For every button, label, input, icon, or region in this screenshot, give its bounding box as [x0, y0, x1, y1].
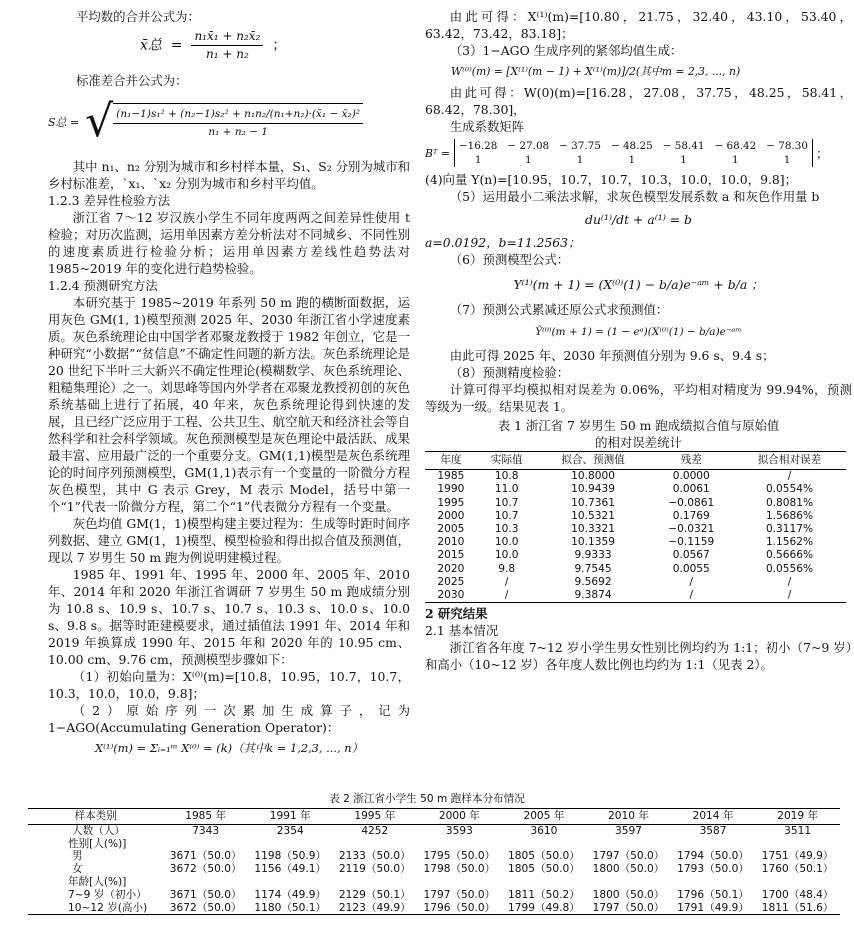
table-row [425, 523, 846, 536]
table-1-header-cell: 拟合、预测值 [537, 452, 650, 470]
section-1-2-4-para-3: 1985 年、1991 年、1995 年、2000 年、2005 年、2010 年、2014 年和 2020 年浙江省调研 7 岁男生 50 m 跑成绩分别为 10.8 s、10.9 s、10.7 s、10.7 s、10.3 s、10.0 s、10.0 s、9.8 s。据等时距建模要求，通过插值法 1991 年、2014 年和 2019 年换算成 1990 年、2015 年和 2020 年的 10.95 cm、10.00 cm、9.76 cm，预测模型步骤如下： [48, 567, 410, 667]
table-2-cell: 2123（49.9） [333, 902, 418, 915]
step-6-prediction-model: （6）预测模型公式： [449, 252, 570, 267]
table-1-cell: / [733, 589, 846, 603]
table-row [28, 902, 840, 915]
table-2-cell: 1805（50.0） [508, 863, 580, 876]
table-2-cell: 1800（50.0） [592, 863, 665, 876]
table-row [425, 536, 846, 549]
bt-matrix-cell: − 78.30 [766, 140, 808, 152]
bt-matrix-cell: − 68.42 [714, 140, 757, 152]
table-1-cell: 0.3117% [765, 523, 814, 536]
accuracy-result: 计算可得平均模拟相对误差为 0.06%，平均相对精度为 99.94%，预测等级为一级。结果见表 1。 [425, 382, 852, 414]
table-2-cell [333, 876, 418, 889]
table-2-cell: 1700（48.4） [761, 888, 834, 901]
parameters-a-b: a=0.0192，b=11.2563； [425, 235, 581, 250]
w-result: 由此可得：W(0)(m)=[16.28，27.08，37.75，48.25，58.41，68.42，78.30]， [425, 85, 852, 117]
table-row [28, 876, 840, 889]
mean-formula-denominator: n₁ + n₂ [206, 47, 249, 61]
table-2-header-cell: 1991 年 [248, 809, 333, 825]
table-1-cell: 2000 [437, 509, 465, 522]
bt-matrix-cell: 1 [474, 154, 482, 166]
sd-formula-lhs: S总 = [48, 115, 80, 129]
table-1-cell: 11.0 [494, 483, 519, 496]
table-1-cell: 10.3 [494, 523, 519, 536]
table-1-cell: 2025 [437, 575, 465, 588]
table-row [28, 863, 840, 876]
table-2-cell: 3593 [445, 824, 473, 837]
table-1-cell: 2020 [437, 562, 465, 575]
section-1-2-3-heading: 1.2.3 差异性检验方法 [48, 193, 171, 208]
table-1-cell: 10.5321 [571, 509, 615, 522]
table-2-cell: 1797（50.0） [592, 850, 665, 863]
table-2-header-cell: 2014 年 [671, 809, 756, 825]
table-2-cell: 7343 [192, 824, 220, 837]
table-row [425, 510, 846, 523]
section-2-heading: 2 研究结果 [425, 606, 488, 622]
table-1-header-cell: 年度 [425, 452, 477, 470]
table-1-cell: 10.8000 [571, 470, 615, 483]
section-1-2-4-heading: 1.2.4 预测研究方法 [48, 278, 158, 293]
table-1-header-cell: 拟合相对误差 [733, 452, 846, 470]
table-2-cell: 1174（49.9） [254, 888, 327, 901]
table-1-cell: / [477, 589, 537, 603]
table-2-cell [671, 838, 756, 851]
table-1-cell: 0.0554% [765, 483, 814, 496]
table-1-cell: / [787, 575, 792, 588]
table-1-cell: 0.0567 [672, 549, 710, 562]
table-1-cell: −0.0321 [668, 523, 715, 536]
table-row [425, 589, 846, 603]
table-2-cell: 1799（49.8） [502, 902, 587, 915]
table-1-cell: 10.7361 [571, 496, 615, 509]
table-2-cell: 1794（50.0） [677, 850, 749, 863]
table-1-cell: / [650, 589, 734, 603]
table-2-cell: 2129（50.1） [338, 888, 411, 901]
table-row [425, 497, 846, 510]
table-2-cell: 1811（50.2） [508, 888, 580, 901]
table-1-cell: 9.3874 [537, 589, 650, 603]
bt-matrix-block: Bᵀ = −16.28 − 27.08 − 37.75 − 48.25 − 58.41 − 68.42 − 78.30 1 1 1 1 1 1 1 ； [425, 140, 829, 166]
table-1-cell: / [504, 575, 509, 588]
table-2-cell: 1798（50.0） [423, 863, 496, 876]
bt-matrix-cell: −16.28 [458, 140, 498, 152]
table-2-cell [248, 876, 333, 889]
table-row [425, 576, 846, 589]
mean-formula: x̄总 = $\frac{\text{n₁x̄₁ + n₂x̄₂}}{\text{n₁ + n₂}}$ ； [140, 29, 287, 61]
prediction-result: 由此可得 2025 年、2030 年预测值分别为 9.6 s、9.4 s； [449, 348, 775, 363]
table-1-cell: 1.1562% [765, 536, 814, 549]
table-1-cell: 1990 [437, 483, 465, 496]
table-2-header-cell: 2005 年 [502, 809, 587, 825]
table-2-cell: 1760（50.1） [761, 863, 834, 876]
table-row [425, 483, 846, 496]
table-2-header-cell: 1995 年 [333, 809, 418, 825]
table-1-cell: 2015 [437, 549, 465, 562]
table-1-cell: 2005 [437, 523, 465, 536]
bt-matrix-cell: − 37.75 [559, 140, 601, 152]
bt-matrix-cell: − 27.08 [507, 140, 550, 152]
table-2-header-cell: 2010 年 [586, 809, 671, 825]
table-2-header-cell: 样本类别 [28, 809, 163, 825]
table-1-cell: 1.5686% [765, 509, 814, 522]
table-1-cell: 9.5692 [574, 575, 612, 588]
table-1-cell: 9.7545 [574, 562, 612, 575]
table-2-cell: 3671（50.0） [169, 850, 242, 863]
table-2-header-cell: 1985 年 [163, 809, 248, 825]
bt-matrix-cell: 1 [680, 154, 687, 166]
table-2-cell [671, 876, 756, 889]
table-2-cell [248, 838, 333, 851]
table-2-cell: 1797（50.0） [423, 888, 496, 901]
table-2-header-cell: 2019 年 [755, 809, 840, 825]
section-1-2-4-para-1: 本研究基于 1985~2019 年系列 50 m 跑的横断面数据，运用灰色 GM(1, 1)模型预测 2025 年、2030 年浙江省小学速度素质。灰色系统理论由中国学者邓聚龙教授于 1982 年创立，它是一种研究“小数据”“贫信息”不确定性问题的新方法。灰色系统理论是 20 世纪下半叶三大新兴不确定性理论(模糊数学、灰色系统理论、粗糙集理论）之一。刘思峰等国内外学者在邓聚龙教授初创的灰色系统基础上进行了拓展，40 年来，灰色系统理论得到快速的发展，且已经广泛应用于工程、公共卫生、航空航天和经济社会等自然科学和社会科学领域。灰色预测模型是灰色理论中最活跃、成果最丰富、应用最广泛的一个重要分支。GM(1,1)模型是灰色系统理论的时间序列预测模型，GM(1,1)表示有一个变量的一阶微分方程灰色模型，其中 G 表示 Grey，M 表示 Model，括号中第一个“1”代表一阶微分方程，第二个“1”代表微分方程有一个变量。 [48, 295, 410, 514]
table-1-cell: 0.8081% [765, 496, 814, 509]
bt-matrix-cell: − 58.41 [662, 140, 705, 152]
table-2-cell: 1751（49.9） [761, 850, 834, 863]
table-1-cell: 10.7 [494, 509, 519, 522]
table-2-cell [755, 838, 840, 851]
step-7-restore-formula: （7）预测公式累减还原公式求预测值： [449, 302, 669, 317]
table-2-cell [502, 876, 587, 889]
table-1-cell: 0.0556% [765, 562, 814, 575]
table-2-cell [163, 876, 248, 889]
bt-matrix-cell: 1 [783, 154, 791, 166]
table-1-cell: 10.8 [494, 470, 519, 483]
table-2-cell: 3671（50.0） [169, 888, 242, 901]
table-1-caption-line-1: 表 1 浙江省 7 岁男生 50 m 跑成绩拟合值与原始值 [497, 418, 780, 433]
table-2-cell: 3672（50.0） [169, 863, 242, 876]
mean-formula-numerator: n₁x̄₁ + n₂x̄₂ [191, 28, 263, 46]
table-2-cell: 4252 [361, 824, 389, 837]
table-2-cell: 1198（50.9） [254, 850, 327, 863]
table-1-cell: 10.9439 [571, 483, 615, 496]
table-2-cell: 1156（49.1） [254, 863, 327, 876]
table-1-cell: 10.3321 [571, 523, 615, 536]
section-1-2-4-para-2: 灰色均值 GM(1，1)模型构建主要过程为：生成等时距时间序列数据、建立 GM(1，1)模型、模型检验和得出拟合值及预测值，现以 7 岁男生 50 m 跑为例说明建模过程。 [48, 516, 410, 565]
table-1-cell: 10.7 [494, 496, 519, 509]
table-2-cell: 1796（50.0） [417, 902, 502, 915]
section-2-1-body: 浙江省各年度 7~12 岁小学生男女性别比例均约为 1:1；初小（7~9 岁）和高小（10~12 岁）各年度人数比例也均约为 1:1（见表 2）。 [425, 640, 852, 673]
sd-formula: S总 = √ $\frac{\text{(n₁−1)s₁² + (n₂−1)s₂² + n₁n₂/(n₁+n₂)·(x̄₁ − x̄₂)²}}{\text{n₁ + n₂ − 1}}$ [48, 100, 363, 144]
table-1-cell: / [689, 575, 694, 588]
table-2-cell [586, 876, 671, 889]
table-1-header-cell: 实际值 [477, 452, 537, 470]
table-row [425, 470, 846, 484]
table-1-header-cell: 残差 [650, 452, 734, 470]
table-2-cell: 1180（50.1） [248, 902, 333, 915]
table-1-cell: / [787, 470, 792, 483]
bt-matrix-cell: 1 [576, 154, 584, 166]
table-2-cell [333, 838, 418, 851]
table-2-cell [417, 876, 502, 889]
step-3-mean-generation: （3）1−AGO 生成序列的紧邻均值生成： [449, 43, 683, 58]
step-2-ago: （2）原始序列一次累加生成算子，记为 1−AGO(Accumulating Generation Operator)： [48, 703, 410, 735]
step-4-vector-y: (4)向量 Y(n)=[10.95，10.7，10.7，10.3，10.0，10.0，9.8]； [425, 172, 798, 187]
table-2-caption: 表 2 浙江省小学生 50 m 跑样本分布情况 [329, 793, 525, 805]
bt-matrix-lhs: Bᵀ = [425, 146, 450, 160]
bt-matrix-cell: 1 [628, 154, 636, 166]
w-formula: W⁽⁰⁾(m) = [X⁽¹⁾(m − 1) + X⁽¹⁾(m)]/2(其中m = 2,3, ..., n) [451, 65, 741, 78]
table-1-cell: −0.0861 [668, 496, 715, 509]
table-1-cell: 10.0 [494, 536, 519, 549]
table-2-cell: 2119（50.0） [338, 863, 411, 876]
table-2-row-label: 性别[人(%)] [68, 837, 127, 850]
table-2-cell: 3597 [615, 824, 642, 837]
table-2-row-label: 女 [72, 863, 83, 876]
table-2-row-label: 男 [72, 850, 83, 863]
table-2-row-label: 7~9 岁（初小） [68, 888, 147, 901]
ode-formula: du⁽¹⁾/dt + a⁽¹⁾ = b [585, 212, 692, 227]
step-8-accuracy-test: （8）预测精度检验： [449, 365, 570, 380]
table-2-row-label: 10~12 岁(高小) [28, 902, 163, 915]
table-1-cell: 0.1769 [672, 509, 710, 522]
table-2-cell: 1795（50.0） [423, 850, 496, 863]
table-2-cell: 1796（50.1） [677, 888, 749, 901]
table-row [425, 549, 846, 562]
table-row [28, 889, 840, 902]
table-2-cell [586, 838, 671, 851]
coefficient-matrix-title: 生成系数矩阵 [449, 119, 525, 134]
table-1-cell: −0.1159 [668, 536, 715, 549]
table-2-cell: 1797（50.0） [586, 902, 671, 915]
ago-formula: X⁽¹⁾(m) = Σᵢ₌₁ᵐ X⁽⁰⁾ = (k)（其中k = 1,2,3, ..., n） [94, 741, 364, 755]
table-1-cell: 2030 [425, 589, 477, 603]
prediction-formula: Y⁽¹⁾(m + 1) = (X⁽⁰⁾(1) − b/a)e⁻ᵃᵐ + b/a ； [513, 277, 764, 292]
table-2-row-label: 人数（人） [72, 824, 125, 837]
table-2-cell: 1800（50.0） [592, 888, 665, 901]
table-row [28, 824, 840, 837]
table-1-caption-line-2: 的相对误差统计 [595, 435, 682, 450]
x1-result: 由此可得：X⁽¹⁾(m)=[10.80，21.75，32.40，43.10，53.40，63.42，73.42，83.18]； [425, 9, 852, 41]
table-row [425, 563, 846, 576]
table-2-cell [755, 876, 840, 889]
table-2-cell [502, 838, 587, 851]
sd-formula-numerator: (n₁−1)s₁² + (n₂−1)s₂² + n₁n₂/(n₁+n₂)·(x̄₁ − x̄₂)² [113, 106, 363, 124]
bt-matrix [454, 139, 813, 167]
step-1-initial-vector: （1）初始向量为：X⁽⁰⁾(m)=[10.8，10.95，10.7，10.7，10.3，10.0，10.0，9.8]； [48, 669, 410, 701]
table-2-cell: 3587 [699, 824, 727, 837]
section-1-2-3-body: 浙江省 7～12 岁汉族小学生不同年度两两之间差异性使用 t 检验；对历次监测，运用单因素方差分析法对不同城乡、不同性别的速度素质进行检验分析；运用单因素方差线性趋势法对 1985~2019 年的变化进行趋势检验。 [48, 210, 410, 276]
table-1-cell: 9.8 [498, 562, 516, 575]
table-1-cell: 1995 [437, 496, 465, 509]
table-row [28, 838, 840, 851]
table-2-cell: 1791（49.9） [671, 902, 756, 915]
table-2-header-cell: 2000 年 [417, 809, 502, 825]
table-1 [425, 451, 846, 603]
table-1-header-row [425, 452, 846, 470]
table-2-cell: 3610 [530, 824, 558, 837]
bt-matrix-cell: 1 [732, 154, 739, 166]
bt-matrix-cell: 1 [524, 154, 532, 166]
variable-note: 其中 n₁、n₂ 分别为城市和乡村样本量，S₁、S₂ 分别为城市和乡村标准差，`x₁、`x₂ 分别为城市和乡村平均值。 [48, 159, 411, 191]
table-2-header-row [28, 809, 840, 825]
table-2-cell: 3672（50.0） [163, 902, 248, 915]
table-1-cell: 1985 [437, 470, 465, 483]
table-1-cell: 10.0 [494, 549, 519, 562]
sd-formula-denominator: n₁ + n₂ − 1 [208, 126, 268, 138]
table-1-cell: 10.1359 [571, 536, 615, 549]
table-2-cell: 1793（50.0） [677, 863, 749, 876]
section-2-1-heading: 2.1 基本情况 [425, 623, 499, 639]
step-5-least-squares: （5）运用最小二乘法求解，求灰色模型发展系数 a 和灰色作用量 b [449, 189, 820, 204]
table-2-cell: 1805（50.0） [508, 850, 580, 863]
table-1-cell: 2010 [437, 536, 465, 549]
table-2-cell: 3511 [784, 824, 812, 837]
table-1-cell: 0.0061 [672, 483, 710, 496]
table-1-cell: 0.5666% [765, 549, 814, 562]
table-2-cell: 2133（50.0） [338, 850, 411, 863]
table-1-cell: 0.0055 [672, 562, 710, 575]
bt-matrix-cell: − 48.25 [610, 140, 653, 152]
table-2-cell [163, 838, 248, 851]
table-2-row-label: 年龄[人(%)] [68, 875, 127, 888]
table-1-cell: 0.0000 [672, 470, 710, 483]
table-1-cell: 9.9333 [574, 549, 612, 562]
sd-formula-title: 标准差合并公式为： [76, 73, 188, 88]
table-2-cell [417, 838, 502, 851]
mean-formula-title: 平均数的合并公式为： [76, 9, 200, 24]
table-2-cell: 1811（51.6） [755, 902, 840, 915]
restore-formula: Ŷ⁽⁰⁾(m + 1) = (1 − eᵃ)(X⁽⁰⁾(1) − b/a)e⁻ᵃᵐ [535, 326, 742, 338]
table-row [28, 850, 840, 863]
table-2-cell: 2354 [276, 824, 304, 837]
table-2 [28, 808, 840, 915]
mean-formula-lhs: x̄总 [140, 37, 162, 54]
